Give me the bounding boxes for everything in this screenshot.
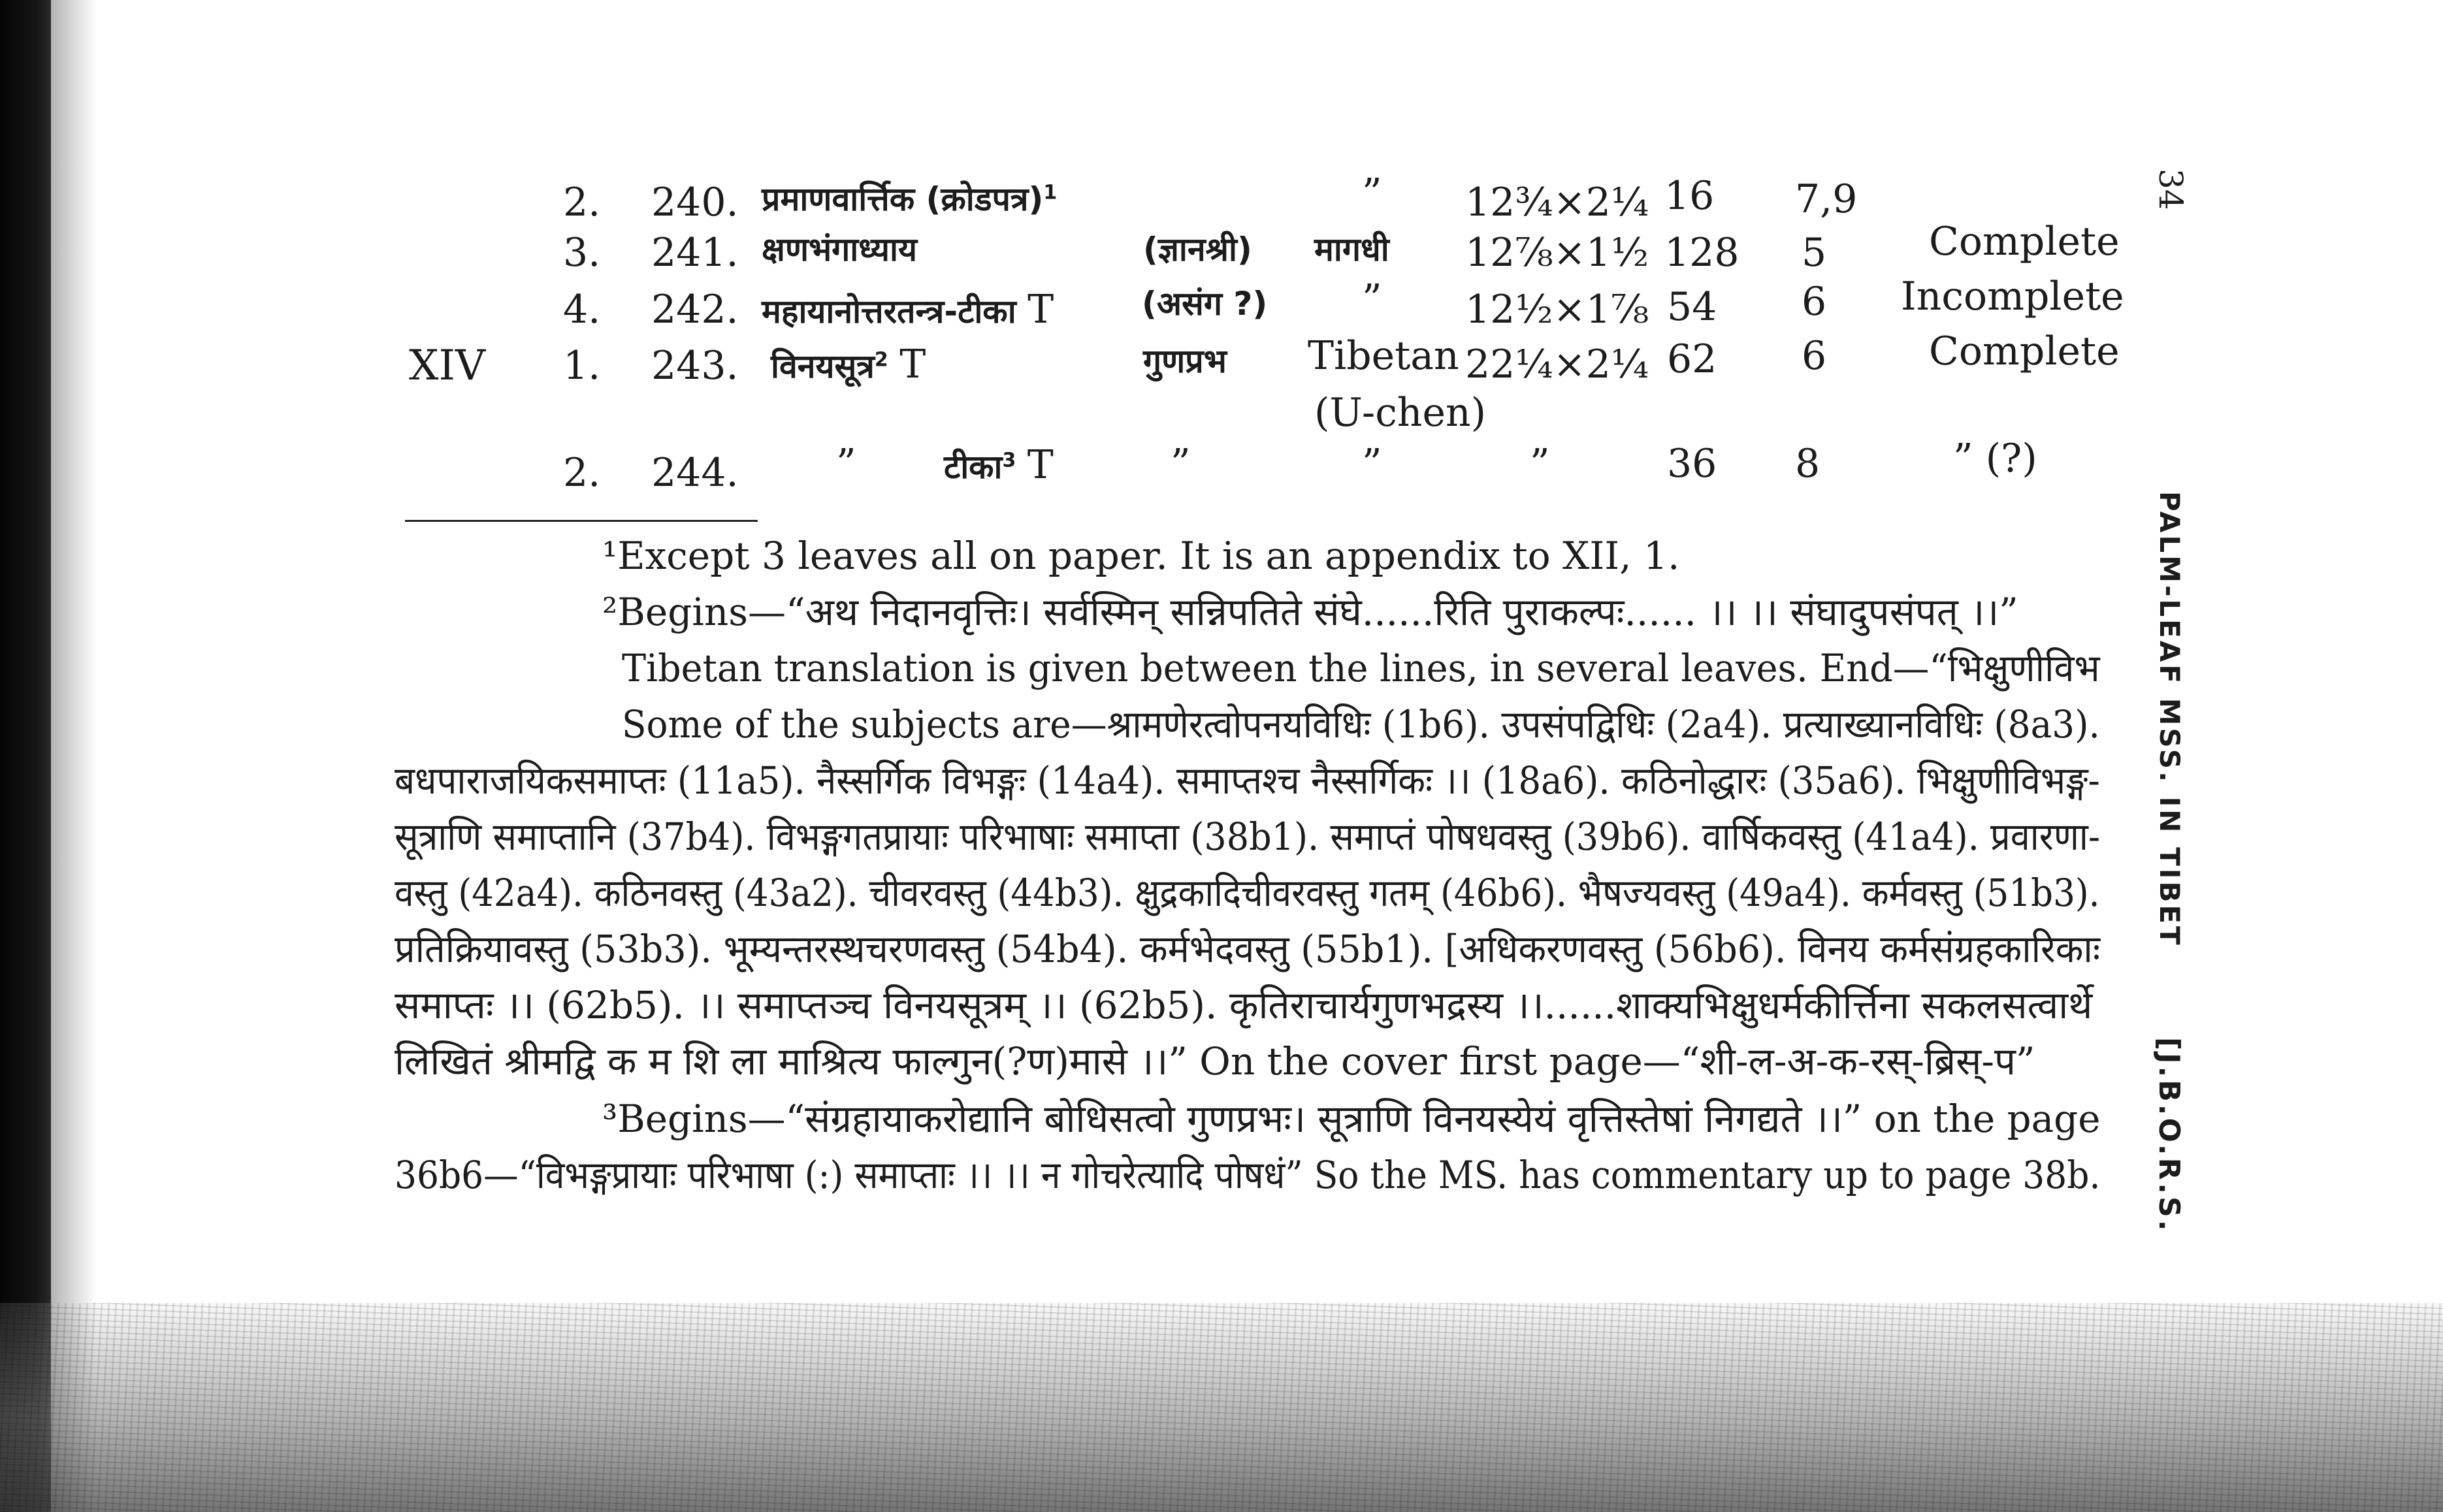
script-cell: ”: [1362, 441, 1382, 487]
remarks-cell: Complete: [1929, 219, 2120, 265]
script-cell: मागधी: [1314, 231, 1389, 268]
leaves-cell: 54: [1667, 284, 1717, 330]
footnote-1: ¹Except 3 leaves all on paper. It is an appendix to XII, 1.: [602, 534, 1680, 578]
lines-cell: 6: [1802, 333, 1827, 379]
script-cell: Tibetan: [1308, 333, 1459, 379]
footnote-3-line: 36b6—“विभङ्गप्रायाः परिभाषा (:) समाप्ताः ।। ।। न गोचरेत्यादि पोषधं” So the MS. has commentary up to page 38b.: [395, 1153, 2101, 1197]
ms-number: 241.: [651, 230, 739, 276]
footnote-2-line: प्रतिक्रियावस्तु (53b3). भूम्यन्तरस्थचरणवस्तु (54b4). कर्मभेदवस्तु (55b1). [अधिकरणवस्तु (56b6). विनय कर्मसंग्रहकारिकाः: [395, 927, 2101, 971]
spine-gradient: [51, 0, 97, 1512]
lines-cell: 6: [1802, 279, 1827, 325]
title-ditto: ”: [836, 441, 856, 487]
serial-number: 3.: [563, 230, 601, 276]
footnote-2-line: ²Begins—“अथ निदानवृत्तिः। सर्वस्मिन् सन्निपतिते संघे......रिति पुराकल्पः...... ।। ।। संघादुपसंपत् ।।”: [602, 590, 2018, 634]
footnote-2-line: लिखितं श्रीमद्वि क म शि ला माश्रित्य फाल्गुन(?ण)मासे ।।” On the cover first page—“शी-ल-अ-क-रस्-ब्रिस्-प”: [395, 1039, 2035, 1084]
author-cell: (ज्ञानश्री): [1143, 231, 1252, 268]
leaves-cell: 36: [1667, 441, 1717, 487]
group-label: XIV: [409, 342, 486, 390]
title-cell: महायानोत्तरतन्त्र-टीका T: [762, 287, 1054, 332]
lines-cell: 5: [1802, 230, 1827, 276]
script-cell: ”: [1362, 276, 1382, 322]
size-cell: 12½×1⅞: [1465, 287, 1649, 332]
serial-number: 1.: [563, 343, 601, 389]
serial-number: 4.: [563, 287, 601, 332]
remarks-cell: ” (?): [1953, 436, 2037, 481]
footnote-2-line: Some of the subjects are—श्रामणेरत्वोपनयविधिः (1b6). उपसंपद्विधिः (2a4). प्रत्याख्यानविधिः (8a3).: [622, 702, 2100, 747]
lines-cell: 8: [1795, 441, 1820, 487]
footnote-rule: [405, 520, 758, 522]
serial-number: 2.: [563, 180, 601, 225]
ms-number: 240.: [651, 180, 739, 225]
ms-number: 244.: [651, 450, 739, 496]
scan-noise-band: [0, 1303, 2443, 1512]
footnote-2-line: वस्तु (42a4). कठिनवस्तु (43a2). चीवरवस्तु (44b3). क्षुद्रकादिचीवरवस्तु गतम् (46b6). भैषज्यवस्तु (49a4). कर्मवस्तु (51b3).: [395, 871, 2100, 915]
leaves-cell: 128: [1664, 230, 1739, 276]
size-cell: ”: [1530, 441, 1550, 487]
title-cell: टीका$^3$ T: [944, 442, 1054, 488]
remarks-cell: Incomplete: [1901, 274, 2124, 319]
title-cell: प्रमाणवार्त्तिक (क्रोडपत्र)$^1$: [762, 180, 1058, 218]
footnote-2-line: समाप्तः ।। (62b5). ।। समाप्तञ्च विनयसूत्रम् ।। (62b5). कृतिराचार्यगुणभद्रस्य ।।......शाक्यभिक्षुधर्मकीर्त्तिना सकलसत्वार्थे: [395, 983, 2093, 1027]
serial-number: 2.: [563, 450, 601, 496]
leaves-cell: 16: [1664, 173, 1715, 219]
footnote-2-line: बधपाराजयिकसमाप्तः (11a5). नैस्सर्गिक विभङ्गः (14a4). समाप्तश्च नैस्सर्गिकः ।। (18a6). कठिनोद्धारः (35a6). भिक्षुणीविभङ्ग-: [395, 758, 2100, 803]
title-cell: क्षणभंगाध्याय: [762, 231, 917, 268]
book-spine-shadow: [0, 0, 51, 1512]
footnote-2-line: Tibetan translation is given between the lines, in several leaves. End—“भिक्षुणीविभ: [622, 646, 2100, 690]
ms-number: 243.: [651, 343, 739, 389]
author-cell: ”: [1171, 441, 1191, 487]
footnote-3-line: ³Begins—“संग्रहायाकरोद्यानि बोधिसत्वो गुणप्रभः। सूत्राणि विनयस्येयं वृत्तिस्तेषां निगद्यते ।।” on the page: [602, 1097, 2101, 1141]
page-number: 34: [2152, 169, 2190, 210]
author-cell: गुणप्रभ: [1143, 342, 1227, 380]
title-cell: विनयसूत्र$^2$ T: [771, 342, 926, 387]
lines-cell: 7,9: [1795, 176, 1858, 222]
size-cell: 12¾×2¼: [1465, 180, 1649, 225]
leaves-cell: 62: [1667, 336, 1717, 382]
script-cell-sub: (U-chen): [1314, 390, 1486, 436]
running-title: PALM-LEAF MSS. IN TIBET: [2154, 491, 2186, 948]
ms-number: 242.: [651, 287, 739, 332]
remarks-cell: Complete: [1929, 329, 2120, 374]
size-cell: 12⅞×1½: [1465, 230, 1649, 276]
footnote-2-line: सूत्राणि समाप्तानि (37b4). विभङ्गगतप्रायाः परिभाषाः समाप्ता (38b1). समाप्तं पोषधवस्तु (39b6). वार्षिकवस्तु (41a4). प्रवारणा-: [395, 814, 2101, 859]
author-cell: (असंग ?): [1142, 285, 1268, 323]
journal-label: [J.B.O.R.S.: [2152, 1037, 2186, 1234]
script-cell: ”: [1362, 170, 1382, 216]
size-cell: 22¼×2¼: [1465, 342, 1649, 387]
